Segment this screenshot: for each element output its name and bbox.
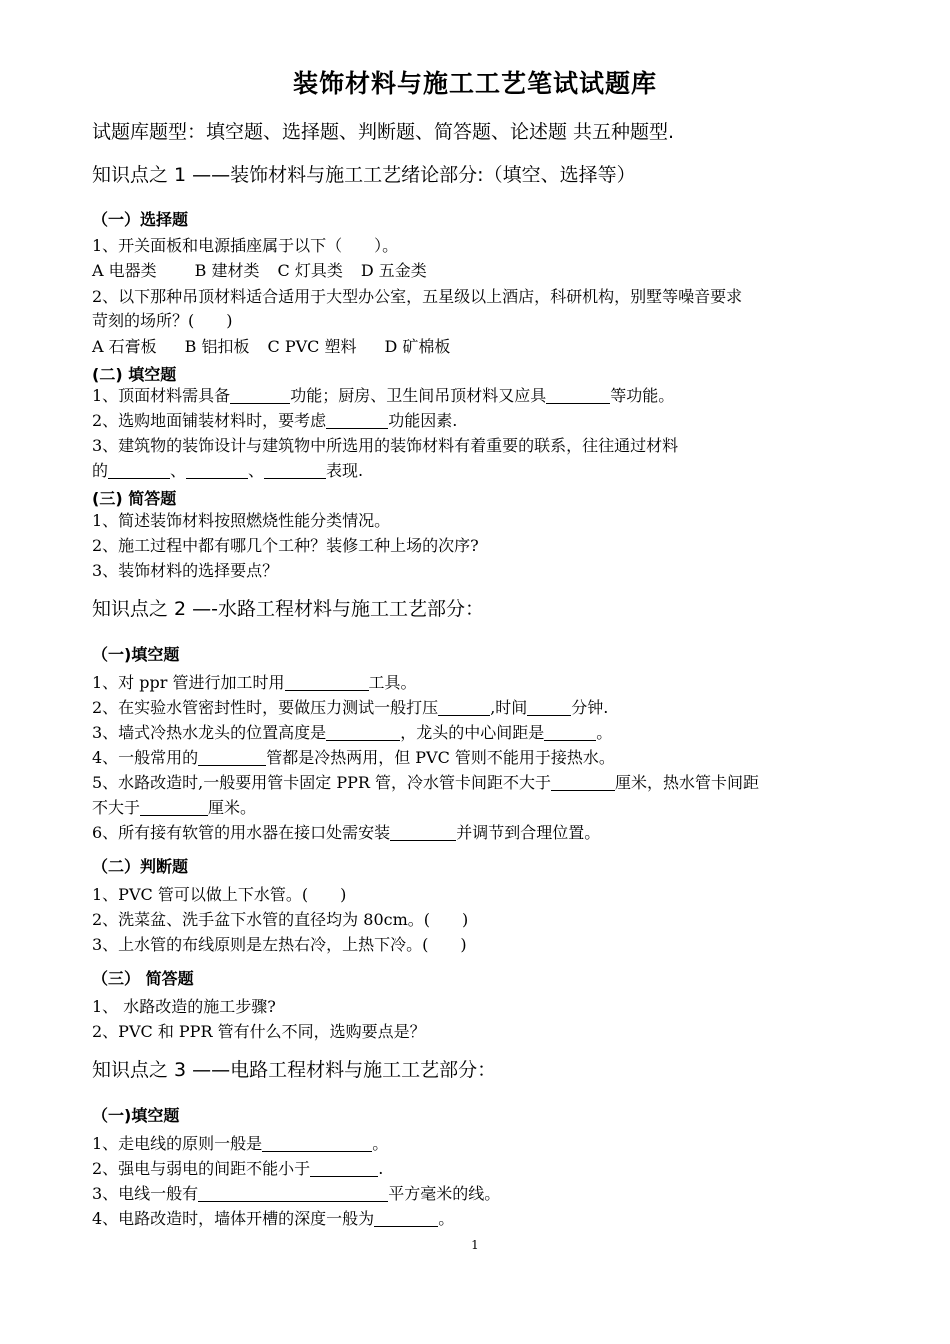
answer-blank[interactable] [198,1185,388,1202]
answer-blank[interactable] [285,674,369,691]
answer-blank[interactable] [438,699,490,716]
kp1-q2-line2: 苛刻的场所？( ) [92,311,233,330]
question-types-line: 试题库题型：填空题、选择题、判断题、简答题、论述题 共五种题型. [92,121,675,143]
kp1-fill-3-line2: 的 、 、 表现. [92,461,364,480]
kp2-fill-5-line2: 不大于 厘米。 [92,798,257,817]
answer-blank[interactable] [108,462,170,479]
kp1-q2-line1: 2、以下那种吊顶材料适合适用于大型办公室，五星级以上酒店，科研机构，别墅等噪音要求 [92,287,743,306]
kp2-short-2: 2、PVC 和 PPR 管有什么不同，选购要点是？ [92,1022,426,1041]
answer-blank[interactable] [326,412,388,429]
answer-blank[interactable] [310,1160,378,1177]
kp1-short-3: 3、装饰材料的选择要点？ [92,561,279,580]
kp1-q1: 1、开关面板和电源插座属于以下（ ）。 [92,236,399,255]
kp2-judge-3: 3、上水管的布线原则是左热右冷，上热下冷。( ) [92,935,467,954]
answer-blank[interactable] [230,387,290,404]
kp1-fill-2: 2、选购地面铺装材料时，要考虑 功能因素. [92,411,458,430]
answer-blank[interactable] [264,462,326,479]
answer-blank[interactable] [262,1135,372,1152]
kp2-judge-2: 2、洗菜盆、洗手盆下水管的直径均为 80cm。( ) [92,910,469,929]
kp1-fill-1: 1、顶面材料需具备 功能；厨房、卫生间吊顶材料又应具 等功能。 [92,386,675,405]
option: B 建材类 [194,261,260,280]
kp2-fill-2: 2、在实验水管密封性时，要做压力测试一般打压 ,时间 分钟. [92,698,609,717]
option: C 灯具类 [277,261,343,280]
kp1-fill-3-line1: 3、建筑物的装饰设计与建筑物中所选用的装饰材料有着重要的联系，往往通过材料 [92,436,679,455]
kp2-section-fill: （一)填空题 [92,645,180,664]
answer-blank[interactable] [390,824,456,841]
kp2-fill-6: 6、所有接有软管的用水器在接口处需安装 并调节到合理位置。 [92,823,601,842]
kp3-fill-3: 3、电线一般有 平方毫米的线。 [92,1184,501,1203]
kp1-heading: 知识点之 1 ——装饰材料与施工工艺绪论部分:（填空、选择等） [92,164,636,186]
answer-blank[interactable] [326,724,400,741]
kp2-fill-4: 4、一般常用的 管都是冷热两用，但 PVC 管则不能用于接热水。 [92,748,615,767]
answer-blank[interactable] [374,1210,438,1227]
option: D 五金类 [360,261,427,280]
kp2-fill-5-line1: 5、水路改造时,一般要用管卡固定 PPR 管，冷水管卡间距不大于 厘米，热水管卡间距 [92,773,760,792]
option: A 石膏板 [92,337,157,356]
kp2-section-short: （三） 简答题 [92,969,194,988]
kp1-q1-options [92,260,427,282]
kp1-section-short: (三) 简答题 [92,489,177,508]
kp3-fill-1: 1、走电线的原则一般是 。 [92,1134,389,1153]
kp1-short-2: 2、施工过程中都有哪几个工种？装修工种上场的次序? [92,536,479,555]
kp2-section-judge: （二）判断题 [92,857,189,876]
kp1-short-1: 1、简述装饰材料按照燃烧性能分类情况。 [92,511,391,530]
kp2-short-1: 1、 水路改造的施工步骤? [92,997,276,1016]
kp2-judge-1: 1、PVC 管可以做上下水管。( ) [92,885,347,904]
kp2-fill-3: 3、墙式冷热水龙头的位置高度是 ，龙头的中心间距是 。 [92,723,613,742]
kp3-fill-2: 2、强电与弱电的间距不能小于 . [92,1159,384,1178]
kp2-heading: 知识点之 2 —-水路工程材料与施工工艺部分： [92,598,485,620]
kp1-q2-options [92,336,450,358]
option: A 电器类 [92,261,157,280]
option: B 铝扣板 [184,337,250,356]
option: D 矿棉板 [384,337,451,356]
answer-blank[interactable] [544,724,596,741]
kp3-heading: 知识点之 3 ——电路工程材料与施工工艺部分： [92,1059,497,1081]
page-number: 1 [471,1238,479,1252]
answer-blank[interactable] [551,774,615,791]
kp3-fill-4: 4、电路改造时，墙体开槽的深度一般为 。 [92,1209,455,1228]
answer-blank[interactable] [186,462,248,479]
answer-blank[interactable] [140,799,208,816]
option: C PVC 塑料 [267,337,357,356]
answer-blank[interactable] [198,749,266,766]
kp1-section-fill: (二) 填空题 [92,365,177,384]
kp1-section-choice: （一）选择题 [92,210,189,229]
kp2-fill-1: 1、对 ppr 管进行加工时用 工具。 [92,673,417,692]
answer-blank[interactable] [546,387,610,404]
page-title: 装饰材料与施工工艺笔试试题库 [292,69,657,98]
kp3-section-fill: （一)填空题 [92,1106,180,1125]
answer-blank[interactable] [527,699,571,716]
